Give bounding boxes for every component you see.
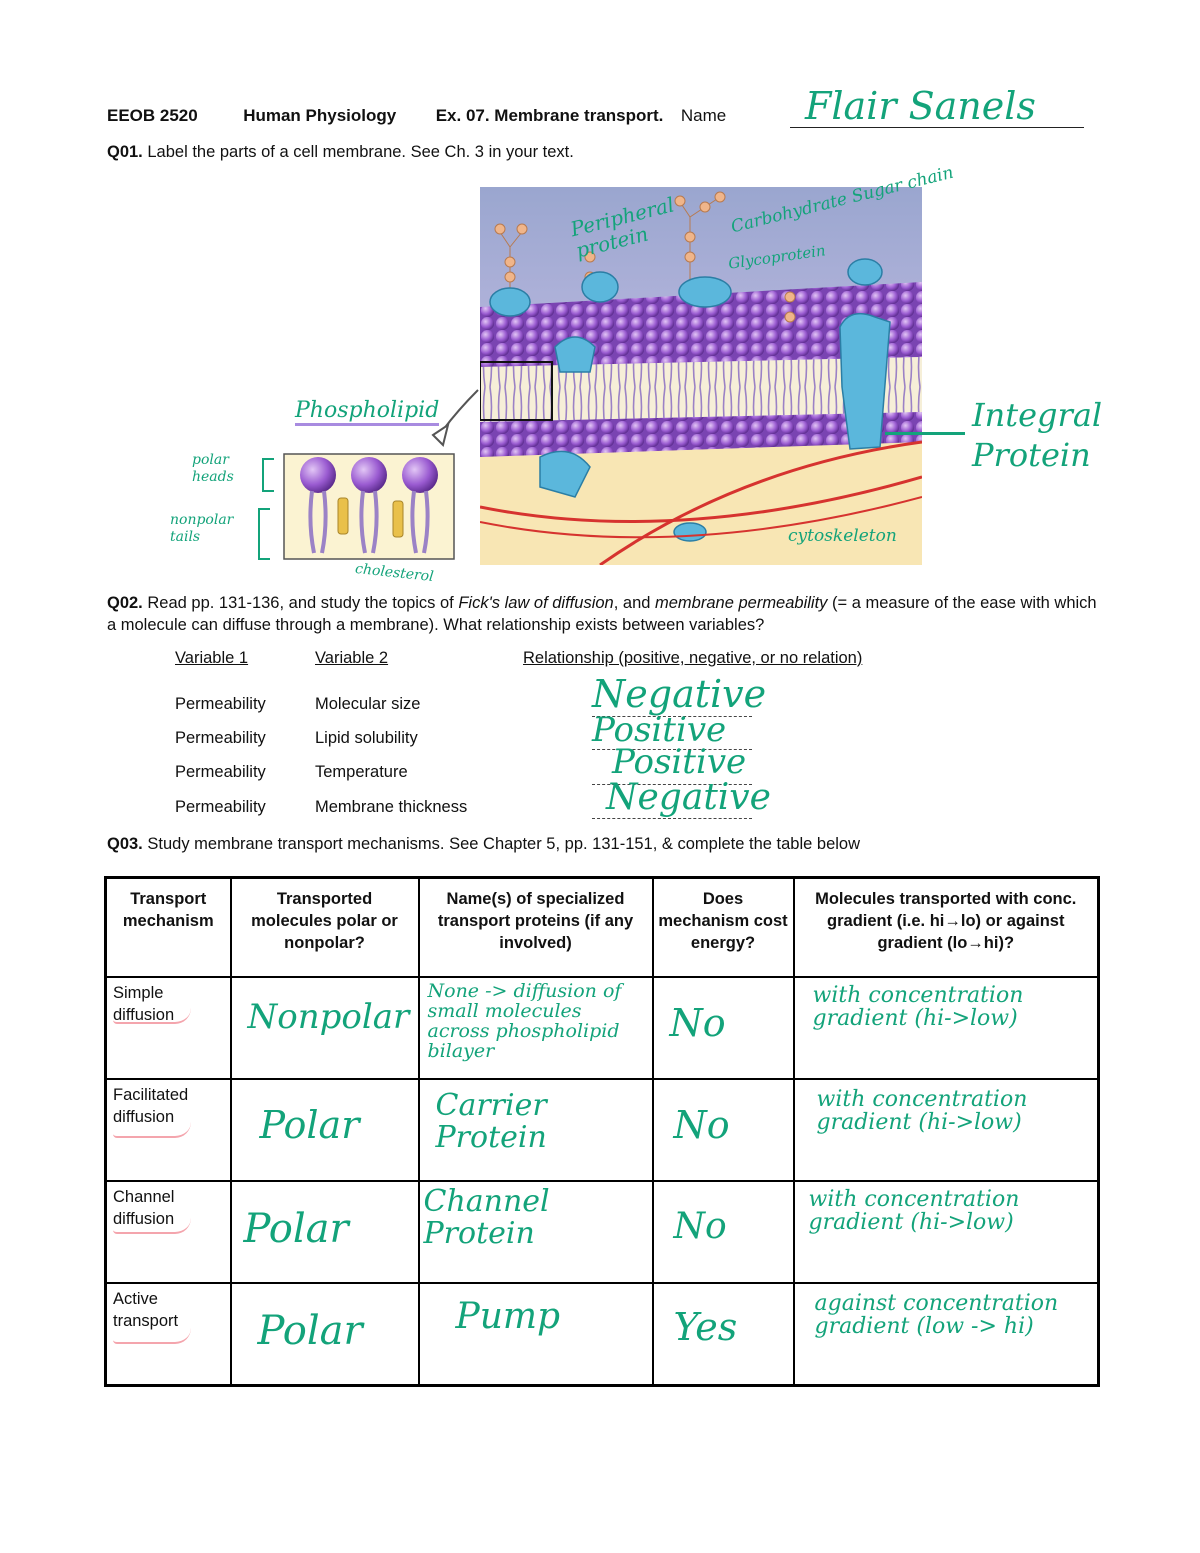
bracket-nonpolar-tails	[258, 508, 270, 560]
course-subject: Human Physiology	[243, 106, 397, 125]
pink-underline	[113, 1218, 191, 1234]
label-cytoskeleton: cytoskeleton	[788, 526, 897, 546]
polarity-answer: Polar	[259, 1103, 360, 1147]
label-glycoprotein: Glycoprotein	[727, 241, 827, 273]
polarity-answer: Nonpolar	[247, 997, 410, 1037]
pink-underline	[113, 1328, 191, 1344]
mechanism-cell: Facilitated diffusion	[113, 1086, 189, 1126]
energy-answer: Yes	[673, 1305, 738, 1349]
col-relationship: Relationship (positive, negative, or no relation)	[523, 649, 863, 667]
proteins-answer: None -> diffusion of small molecules across phospholipid bilayer	[427, 980, 622, 1062]
mechanism-cell: Simple diffusion	[113, 984, 175, 1024]
row4-var1: Permeability	[175, 798, 266, 816]
transport-mechanism-table	[104, 876, 1100, 1387]
student-name: Flair Sanels	[805, 84, 1036, 128]
q02-text-b: , and	[613, 594, 656, 612]
col-variable-1: Variable 1	[175, 649, 249, 667]
header-gradient: Molecules transported with conc. gradient (i.e. hi→lo) or against gradient (lo→hi)?	[794, 878, 1099, 978]
mechanism-cell: Channel diffusion	[113, 1188, 175, 1228]
q02-permeability: membrane permeability	[655, 594, 828, 612]
label-polar-heads: polar heads	[192, 452, 234, 485]
pink-underline	[113, 1122, 191, 1138]
col-variable-2: Variable 2	[315, 649, 389, 667]
header-proteins: Name(s) of specialized transport proteins (if any involved)	[419, 878, 653, 978]
table-row	[106, 1079, 1099, 1181]
header-mechanism: Transport mechanism	[106, 878, 231, 978]
label-cholesterol: cholesterol	[354, 560, 435, 586]
q02-fick: Fick's law of diffusion	[458, 594, 614, 612]
row1-var1: Permeability	[175, 695, 266, 713]
label-phospholipid: Phospholipid	[295, 398, 439, 426]
label-peripheral-protein: Peripheral protein	[568, 192, 677, 263]
header-energy: Does mechanism cost energy?	[653, 878, 794, 978]
gradient-answer: with concentration gradient (hi->low)	[816, 1087, 1028, 1136]
mechanism-cell: Active transport	[113, 1290, 179, 1330]
header-polarity: Transported molecules polar or nonpolar?	[231, 878, 419, 978]
pink-underline	[113, 1008, 191, 1024]
proteins-answer: Channel Protein	[423, 1184, 550, 1251]
row3-answer: Positive	[612, 742, 747, 782]
gradient-answer: with concentration gradient (hi->low)	[808, 1187, 1020, 1236]
pointer-integral	[885, 432, 965, 435]
course-code: EEOB 2520	[107, 106, 198, 125]
exercise-title: Ex. 07. Membrane transport.	[435, 106, 664, 125]
table-header-row	[106, 878, 1099, 978]
energy-answer: No	[669, 1001, 726, 1045]
polarity-answer: Polar	[257, 1308, 363, 1354]
row2-var1: Permeability	[175, 729, 266, 747]
q02-text-a: Read pp. 131-136, and study the topics of	[147, 594, 459, 612]
row1-var2: Molecular size	[315, 695, 421, 713]
label-carbohydrate-chain: Carbohydrate Sugar chain	[728, 162, 956, 238]
q03-number: Q03.	[107, 835, 143, 853]
cell-membrane-diagram	[480, 187, 922, 565]
table-row	[106, 977, 1099, 1079]
proteins-answer: Pump	[455, 1296, 561, 1337]
row3-var1: Permeability	[175, 763, 266, 781]
row3-var2: Temperature	[315, 763, 408, 781]
polarity-answer: Polar	[243, 1206, 349, 1252]
q02-prompt	[107, 592, 1097, 636]
row2-answer: Positive	[592, 710, 727, 750]
name-label: Name	[680, 106, 727, 125]
gradient-answer: against concentration gradient (low -> hi)	[814, 1291, 1059, 1340]
label-nonpolar-tails: nonpolar tails	[170, 512, 234, 545]
energy-answer: No	[673, 1206, 727, 1247]
q03-text: Study membrane transport mechanisms. See Chapter 5, pp. 131-151, & complete the table below	[147, 835, 861, 853]
q01-prompt	[107, 141, 1097, 163]
proteins-answer: Carrier Protein	[435, 1088, 547, 1155]
bracket-polar-heads	[262, 458, 274, 492]
energy-answer: No	[673, 1103, 730, 1147]
table-row	[106, 1181, 1099, 1283]
row4-var2: Membrane thickness	[315, 798, 468, 816]
q01-text: Label the parts of a cell membrane. See Ch. 3 in your text.	[147, 143, 574, 161]
phospholipid-inset	[283, 453, 455, 560]
gradient-answer: with concentration gradient (hi->low)	[812, 983, 1024, 1032]
label-integral-protein: Integral Protein	[972, 396, 1103, 474]
worksheet-header	[107, 106, 726, 126]
q02-number: Q02.	[107, 594, 143, 612]
q03-prompt	[107, 833, 1097, 855]
row4-answer: Negative	[606, 777, 771, 818]
row1-answer: Negative	[592, 672, 767, 716]
q02-text-c: (= a measure of the ease with which a molecule can diffuse through a membrane). What relationship exists between variables?	[107, 594, 1097, 634]
q01-number: Q01.	[107, 143, 143, 161]
row2-var2: Lipid solubility	[315, 729, 418, 747]
row4-answer-line[interactable]	[592, 818, 752, 819]
table-row	[106, 1283, 1099, 1386]
